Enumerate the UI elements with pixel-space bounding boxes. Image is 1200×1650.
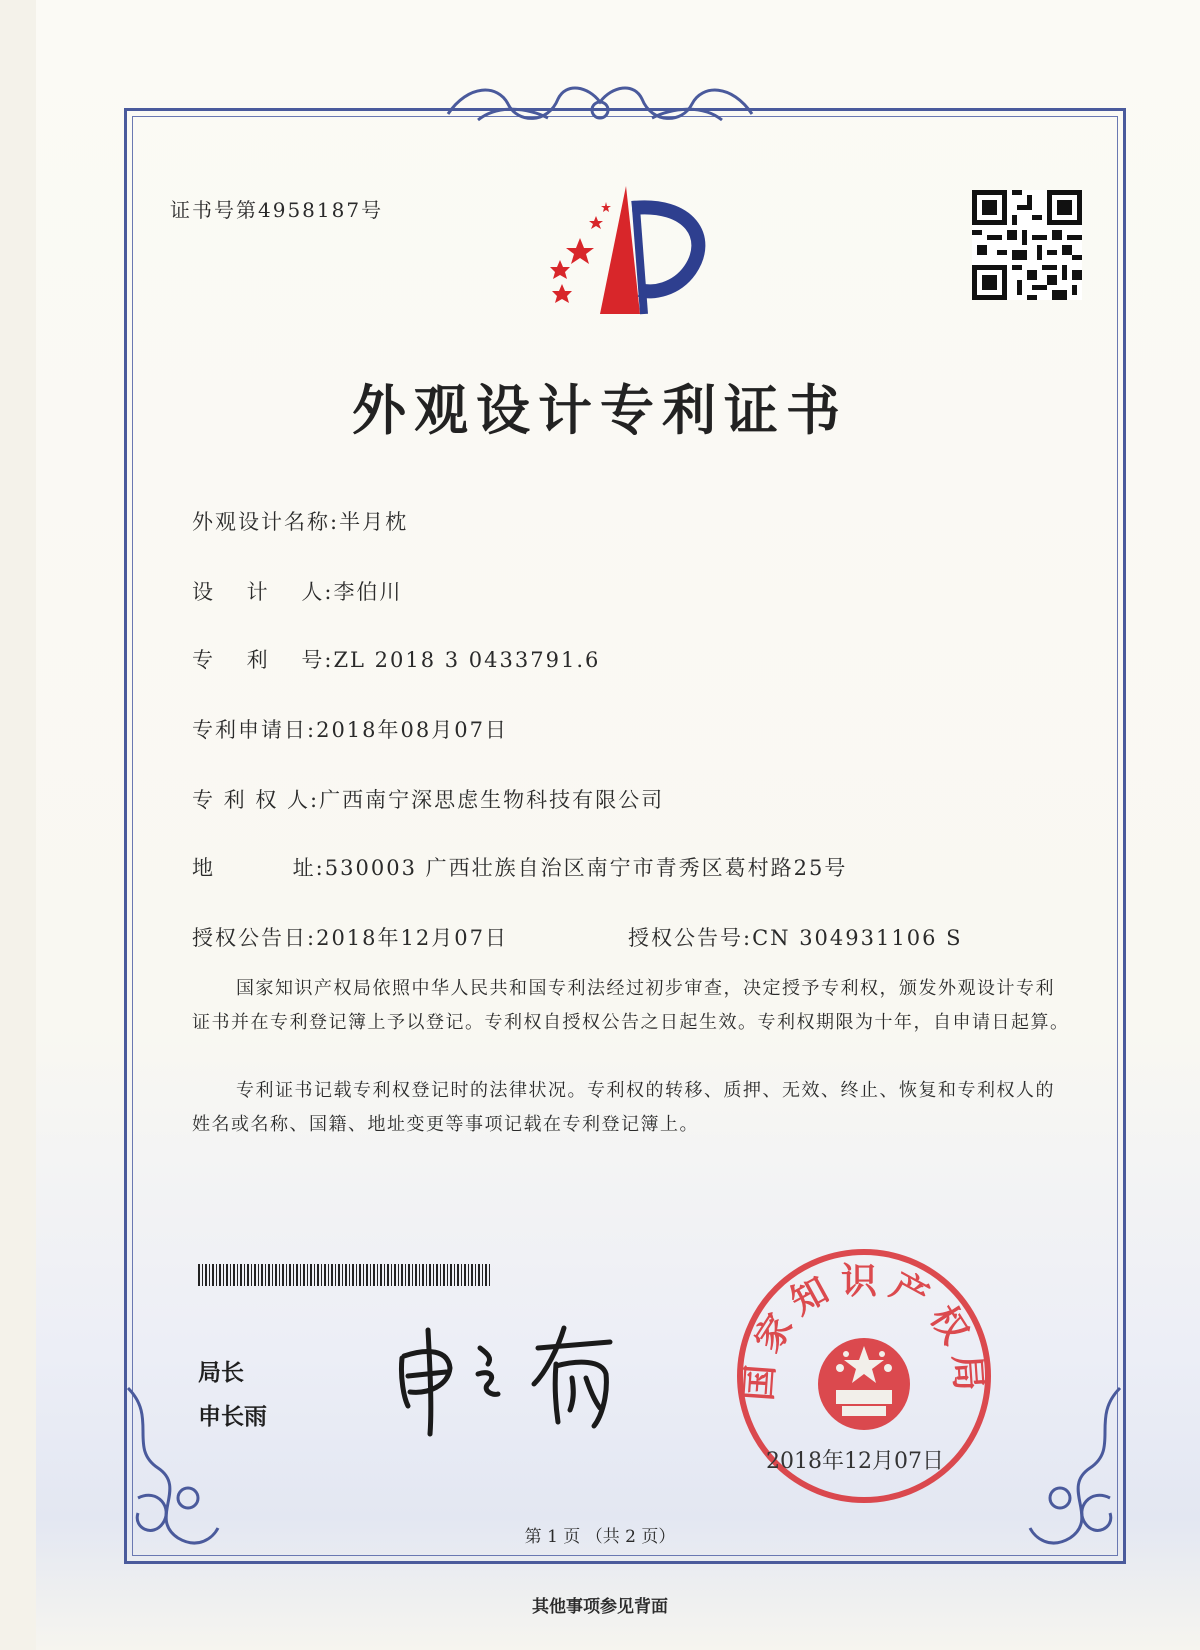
handwritten-signature [388,1318,638,1438]
seal-date: 2018年12月07日 [766,1449,944,1474]
field-value: 530003 广西壮族自治区南宁市青秀区葛村路25号 [324,856,848,880]
field-value: 广西南宁深思虑生物科技有限公司 [319,788,665,812]
signatory-name: 申长雨 [198,1404,267,1430]
top-ornament [438,74,762,138]
field-value: 2018年08月07日 [316,718,508,742]
patent-office-logo [540,186,710,320]
signatory-title: 局长 [198,1360,244,1386]
qr-code-icon[interactable] [972,190,1082,300]
field-announcement-number [628,922,963,952]
field-value: 2018年12月07日 [316,926,508,950]
certificate-title: 外观设计专利证书 [352,378,848,442]
barcode [198,1264,490,1286]
field-label: 专利申请日: [192,718,317,742]
field-label: 地 址: [192,856,325,880]
seal-text: 国家知识产权局 [738,1260,990,1403]
field-label: 专 利 权 人: [192,788,320,812]
field-patentee [192,784,664,814]
field-label: 外观设计名称: [192,510,340,534]
field-value: CN 304931106 S [752,926,963,950]
field-label: 设 计 人: [192,580,334,604]
field-label: 专 利 号: [192,648,334,672]
field-label: 授权公告日: [192,926,317,950]
field-grant-date [192,922,508,952]
field-patent-number [192,644,600,674]
field-value: 半月枕 [339,510,409,534]
grant-statement-paragraph: 国家知识产权局依照中华人民共和国专利法经过初步审查，决定授予专利权，颁发外观设计专利证书并在专利登记簿上予以登记。专利权自授权公告之日起生效。专利权期限为十年，自申请日起算。 [192,978,1070,1033]
page-indicator: 第 1 页 （共 2 页） [524,1527,676,1547]
field-designer [192,576,402,606]
legal-status-paragraph: 专利证书记载专利权登记时的法律状况。专利权的转移、质押、无效、终止、恢复和专利权人的姓名或名称、国籍、地址变更等事项记载在专利登记簿上。 [192,1080,1055,1135]
certificate-number: 证书号第4958187号 [170,198,384,222]
footer-note: 其他事项参见背面 [532,1597,668,1617]
field-label: 授权公告号: [628,926,753,950]
field-value: 李伯川 [333,580,403,604]
field-value: ZL 2018 3 0433791.6 [333,648,601,672]
field-design-name [192,506,408,536]
field-application-date [192,714,508,744]
field-address [192,852,847,882]
